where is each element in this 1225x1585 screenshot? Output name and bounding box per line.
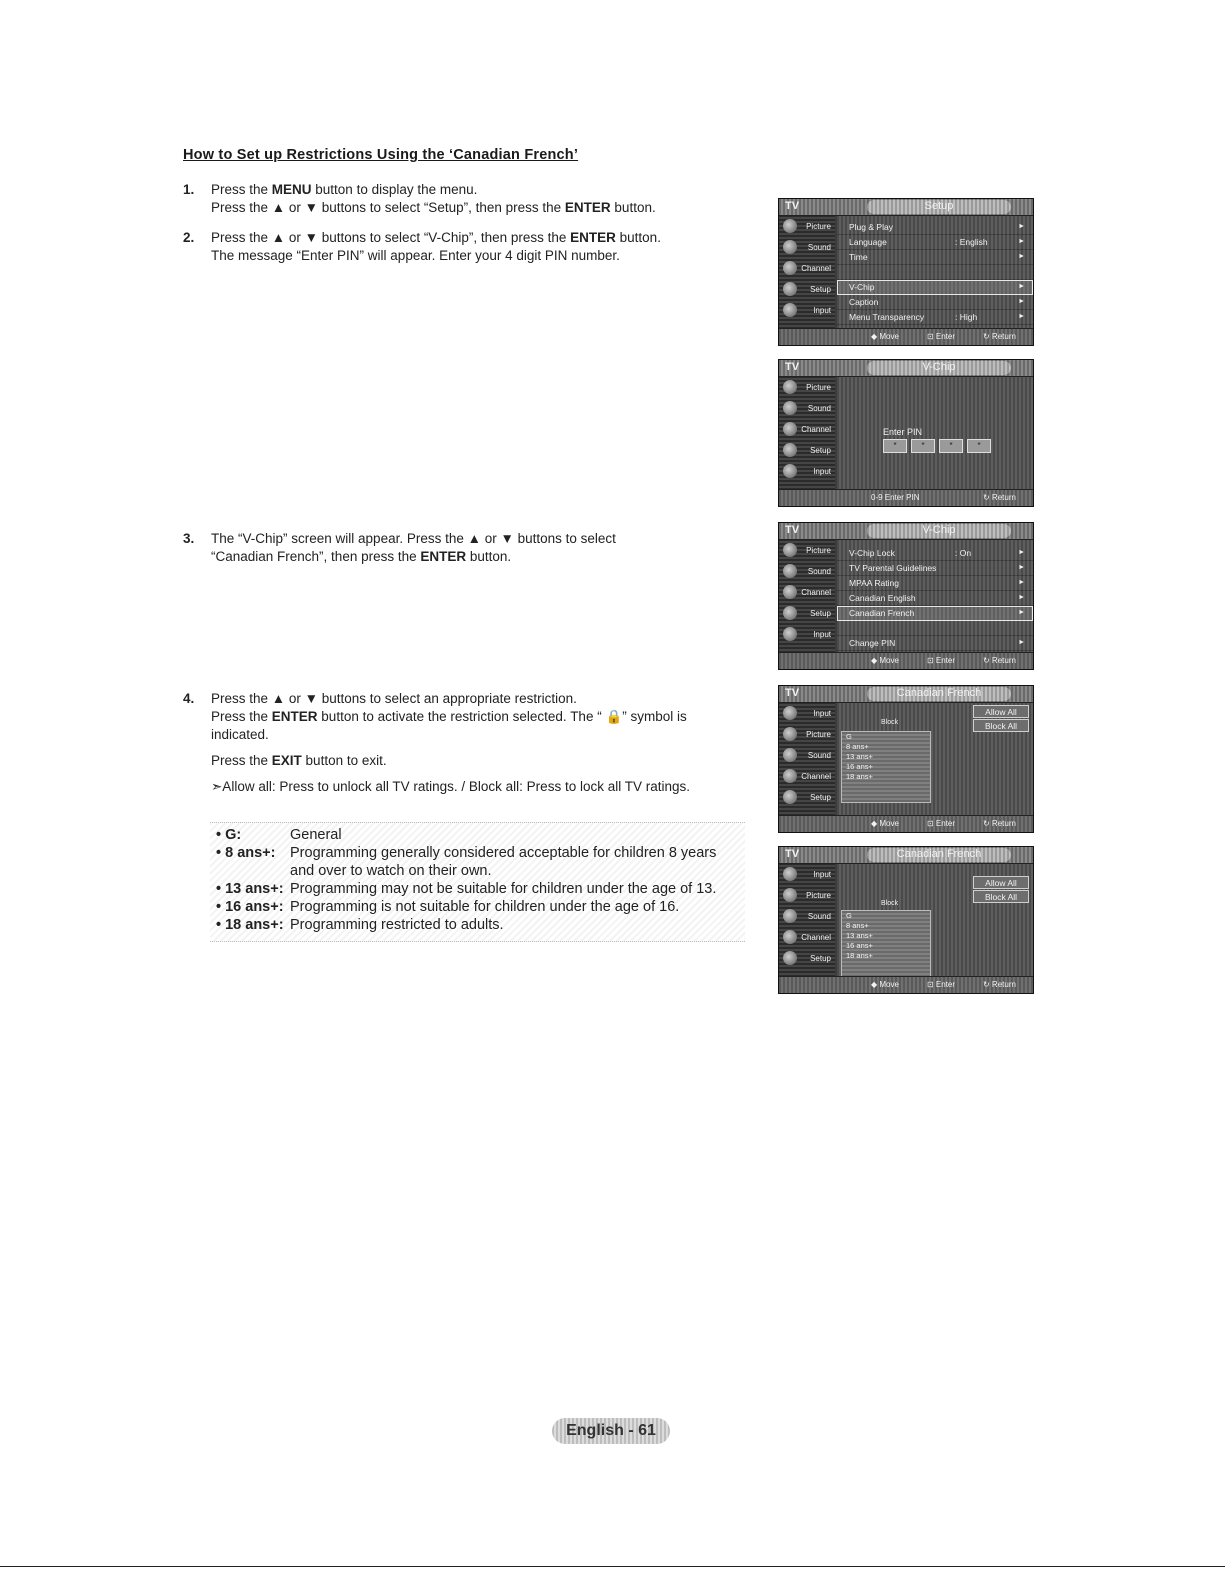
osd-canadian-french-screen [778, 685, 1034, 833]
sidebar-item-input[interactable]: Input [779, 461, 835, 482]
sidebar-item-channel[interactable]: Channel [779, 419, 835, 440]
rating-item-8-ans[interactable]: 8 ans+ [846, 921, 869, 930]
rating-desc: Programming generally considered acceptable for children 8 years [290, 845, 717, 861]
rating-item-18-ans[interactable]: 18 ans+ [846, 772, 873, 781]
menu-item-v-chip[interactable]: V-Chip ► [837, 280, 1033, 295]
sidebar-item-sound[interactable]: Sound [779, 398, 835, 419]
block-column-label: Block [881, 719, 899, 726]
rating-desc-cont: and over to watch on their own. [290, 863, 492, 879]
osd-canadian-french-screen-2 [778, 846, 1034, 994]
menu-item-tv-parental-guidelines[interactable]: TV Parental Guidelines ► [837, 561, 1033, 576]
step-3 [183, 530, 743, 566]
osd-title: Canadian French [867, 687, 1011, 701]
menu-item-change-pin[interactable]: Change PIN ► [837, 636, 1033, 651]
rating-row [210, 916, 745, 934]
step-4 [183, 690, 743, 796]
rating-desc: General [290, 827, 342, 843]
step-line: The “V-Chip” screen will appear. Press the ▲ or ▼ buttons to select [211, 531, 616, 546]
menu-item-blank[interactable] [837, 621, 1033, 636]
sidebar-item-setup[interactable]: Setup [779, 787, 835, 808]
step-number: 2. [183, 230, 195, 245]
osd-title: V-Chip [867, 361, 1011, 375]
ratings-box [210, 822, 745, 942]
step-2 [183, 229, 743, 265]
osd-titlebar [779, 686, 1033, 703]
rating-key: • 16 ans+: [216, 899, 284, 915]
osd-vchip-screen [778, 522, 1034, 670]
osd-titlebar [779, 360, 1033, 377]
rating-row [210, 844, 745, 862]
sidebar-item-picture[interactable]: Picture [779, 885, 835, 906]
osd-footer [779, 976, 1033, 993]
sidebar-item-sound[interactable]: Sound [779, 906, 835, 927]
sidebar-item-setup[interactable]: Setup [779, 440, 835, 461]
pin-digit-field[interactable]: * [967, 439, 991, 453]
footer-return: ↻ Return [983, 493, 1016, 502]
osd-title: Canadian French [867, 848, 1011, 862]
step-line: Press the MENU button to display the menu. [211, 182, 478, 197]
rating-desc: Programming restricted to adults. [290, 917, 504, 933]
step-1 [183, 181, 743, 217]
osd-sidebar [779, 864, 835, 993]
step-line: indicated. [211, 727, 269, 742]
block-column-label: Block [881, 900, 899, 907]
sidebar-item-sound[interactable]: Sound [779, 561, 835, 582]
rating-item-16-ans[interactable]: 16 ans+ [846, 941, 873, 950]
sidebar-item-input[interactable]: Input [779, 300, 835, 321]
sidebar-item-picture[interactable]: Picture [779, 216, 835, 237]
step-line: Press the ▲ or ▼ buttons to select “Setup”, then press the ENTER button. [211, 200, 656, 215]
osd-title: Setup [867, 200, 1011, 214]
osd-titlebar [779, 847, 1033, 864]
rating-item-13-ans[interactable]: 13 ans+ [846, 752, 873, 761]
rating-desc: Programming is not suitable for children under the age of 16. [290, 899, 680, 915]
step-line: Press the ▲ or ▼ buttons to select an appropriate restriction. [211, 691, 577, 706]
footer-return: ↻ Return [983, 332, 1016, 341]
pin-digit-field[interactable]: * [939, 439, 963, 453]
pin-boxes [883, 439, 991, 453]
osd-rating-panel [837, 703, 1033, 816]
menu-item-mpaa-rating[interactable]: MPAA Rating ► [837, 576, 1033, 591]
osd-footer [779, 328, 1033, 345]
osd-sidebar [779, 377, 835, 506]
osd-menu [837, 216, 1033, 329]
osd-rating-panel [837, 864, 1033, 977]
step-number: 3. [183, 531, 195, 546]
rating-item-g[interactable]: G [846, 732, 852, 741]
footer-move: ◆ Move [871, 656, 899, 665]
rating-desc: Programming may not be suitable for children under the age of 13. [290, 881, 717, 897]
rating-item-16-ans[interactable]: 16 ans+ [846, 762, 873, 771]
osd-titlebar [779, 523, 1033, 540]
menu-item-time[interactable]: Time ► [837, 250, 1033, 265]
sidebar-item-setup[interactable]: Setup [779, 603, 835, 624]
rating-row [210, 898, 745, 916]
osd-titlebar [779, 199, 1033, 216]
tv-tab: TV [785, 848, 800, 860]
osd-sidebar [779, 703, 835, 832]
pin-digit-field[interactable]: * [911, 439, 935, 453]
pin-digit-field[interactable]: * [883, 439, 907, 453]
osd-sidebar [779, 540, 835, 669]
step-line: Press the ▲ or ▼ buttons to select “V-Chip”, then press the ENTER button. [211, 230, 661, 245]
osd-pin-screen [778, 359, 1034, 507]
rating-item-13-ans[interactable]: 13 ans+ [846, 931, 873, 940]
osd-footer [779, 652, 1033, 669]
footer-enter: ⊡ Enter [927, 656, 956, 665]
step-number: 1. [183, 182, 195, 197]
section-heading: How to Set up Restrictions Using the ‘Canadian French’ [183, 147, 579, 163]
sidebar-item-picture[interactable]: Picture [779, 724, 835, 745]
footer-return: ↻ Return [983, 656, 1016, 665]
rating-key: • 8 ans+: [216, 845, 276, 861]
block-all-button[interactable]: Block All [973, 719, 1029, 732]
page-bottom-rule [0, 1566, 1225, 1567]
footer-move: ◆ Move [871, 980, 899, 989]
page-number: English - 61 [552, 1418, 670, 1444]
footer-enter-pin: 0-9 Enter PIN [871, 493, 920, 502]
osd-setup-screen [778, 198, 1034, 346]
rating-key: • 13 ans+: [216, 881, 284, 897]
osd-title: V-Chip [867, 524, 1011, 538]
sidebar-item-setup[interactable]: Setup [779, 948, 835, 969]
footer-move: ◆ Move [871, 332, 899, 341]
menu-item-canadian-french[interactable]: Canadian French ► [837, 606, 1033, 621]
rating-item-8-ans[interactable]: 8 ans+ [846, 742, 869, 751]
menu-item-plug-play[interactable]: Plug & Play ► [837, 220, 1033, 235]
menu-item-language[interactable]: Language : English ► [837, 235, 1033, 250]
tv-tab: TV [785, 524, 800, 536]
rating-list [841, 731, 931, 803]
menu-item-blank[interactable] [837, 265, 1033, 280]
rating-item-g[interactable]: G [846, 911, 852, 920]
sidebar-item-sound[interactable]: Sound [779, 237, 835, 258]
sidebar-item-picture[interactable]: Picture [779, 540, 835, 561]
sidebar-item-setup[interactable]: Setup [779, 279, 835, 300]
sidebar-item-sound[interactable]: Sound [779, 745, 835, 766]
footer-enter: ⊡ Enter [927, 819, 956, 828]
sidebar-item-input[interactable]: Input [779, 864, 835, 885]
block-all-button[interactable]: Block All [973, 890, 1029, 903]
allow-all-button[interactable]: Allow All [973, 705, 1029, 718]
sidebar-item-channel[interactable]: Channel [779, 582, 835, 603]
tv-tab: TV [785, 361, 800, 373]
footer-return: ↻ Return [983, 819, 1016, 828]
footer-enter: ⊡ Enter [927, 980, 956, 989]
sidebar-item-channel[interactable]: Channel [779, 927, 835, 948]
rating-row [210, 826, 745, 844]
step-line: The message “Enter PIN” will appear. Enter your 4 digit PIN number. [211, 248, 620, 263]
rating-row [210, 880, 745, 898]
sidebar-item-input[interactable]: Input [779, 703, 835, 724]
rating-item-18-ans[interactable]: 18 ans+ [846, 951, 873, 960]
menu-item-menu-transparency[interactable]: Menu Transparency : High ► [837, 310, 1033, 325]
sidebar-item-channel[interactable]: Channel [779, 766, 835, 787]
footer-move: ◆ Move [871, 819, 899, 828]
rating-key: • G: [216, 827, 242, 843]
step-line: Press the ENTER button to activate the restriction selected. The “ 🔒” symbol is [211, 709, 687, 724]
osd-pin-panel [837, 377, 1033, 490]
rating-list [841, 910, 931, 982]
step-line: Press the EXIT button to exit. [211, 753, 387, 768]
rating-key: • 18 ans+: [216, 917, 284, 933]
allow-all-button[interactable]: Allow All [973, 876, 1029, 889]
sidebar-item-channel[interactable]: Channel [779, 258, 835, 279]
osd-footer [779, 815, 1033, 832]
osd-sidebar [779, 216, 835, 345]
osd-menu [837, 540, 1033, 653]
step-line: “Canadian French”, then press the ENTER button. [211, 549, 512, 564]
note-line: ➣Allow all: Press to unlock all TV ratings. / Block all: Press to lock all TV ratings. [211, 779, 690, 794]
tv-tab: TV [785, 200, 800, 212]
enter-pin-label: Enter PIN [883, 427, 923, 437]
sidebar-item-picture[interactable]: Picture [779, 377, 835, 398]
menu-item-v-chip-lock[interactable]: V-Chip Lock : On ► [837, 546, 1033, 561]
sidebar-item-input[interactable]: Input [779, 624, 835, 645]
footer-return: ↻ Return [983, 980, 1016, 989]
menu-item-caption[interactable]: Caption ► [837, 295, 1033, 310]
tv-tab: TV [785, 687, 800, 699]
menu-item-canadian-english[interactable]: Canadian English ► [837, 591, 1033, 606]
osd-footer [779, 489, 1033, 506]
footer-enter: ⊡ Enter [927, 332, 956, 341]
step-number: 4. [183, 691, 195, 706]
